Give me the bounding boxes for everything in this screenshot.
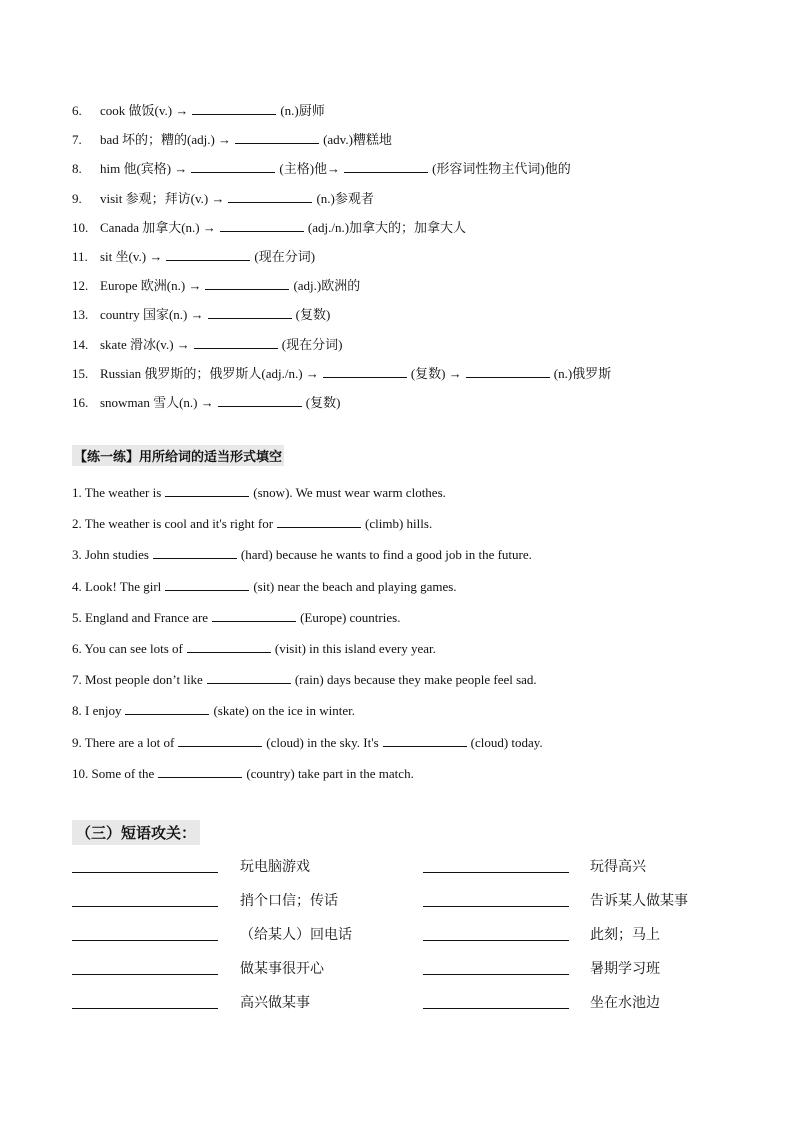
phrase-answer-line[interactable] [423, 974, 569, 975]
exercise-item [72, 484, 446, 502]
answer-blank[interactable] [323, 365, 407, 378]
exercise-text: 4. Look! The girl [72, 578, 162, 594]
phrase-meaning: 做某事很开心 [240, 961, 324, 977]
vocab-prompt: country 国家(n.) → [100, 307, 204, 323]
phrase-meaning: 此刻；马上 [590, 927, 660, 943]
vocab-item [72, 131, 392, 149]
vocab-prompt: cook 做饭(v.) → [100, 103, 189, 118]
vocab-hint: (形容词性物主代词)他的 [432, 161, 571, 177]
vocab-item [72, 248, 315, 266]
exercise-text: (visit) in this island every year. [274, 641, 436, 656]
vocab-prompt: snowman 雪人(n.) → [100, 395, 214, 410]
vocab-hint: (n.)参观者 [316, 190, 374, 206]
answer-blank[interactable] [205, 277, 289, 290]
exercise-text: (snow). We must wear warm clothes. [253, 485, 446, 500]
vocab-hint: (复数) [305, 395, 341, 410]
answer-blank[interactable] [191, 160, 275, 173]
phrase-meaning: （给某人）回电话 [240, 927, 352, 943]
vocab-prompt: bad 坏的；糟的(adj.) → [100, 132, 232, 148]
vocab-item [72, 219, 466, 237]
phrase-answer-line[interactable] [72, 940, 218, 941]
exercise-text: (cloud) today. [470, 734, 543, 750]
item-number: 16. [72, 395, 89, 410]
section-heading-practice: 【练一练】用所给词的适当形式填空 [72, 445, 284, 466]
vocab-hint: (复数) → [410, 365, 462, 381]
phrase-meaning: 玩得高兴 [590, 859, 646, 875]
exercise-item [72, 702, 355, 720]
vocab-item [72, 336, 342, 354]
exercise-text: 10. Some of the [72, 765, 155, 781]
phrase-meaning: 告诉某人做某事 [590, 893, 688, 909]
item-number: 9. [72, 190, 82, 206]
vocab-prompt: Europe 欧洲(n.) → [100, 278, 202, 294]
answer-blank[interactable] [218, 394, 302, 407]
item-number: 10. [72, 219, 89, 235]
answer-blank[interactable] [178, 734, 262, 747]
vocab-prompt: Russian 俄罗斯的；俄罗斯人(adj./n.) → [100, 365, 319, 381]
item-number: 12. [72, 278, 89, 294]
answer-blank[interactable] [207, 671, 291, 684]
vocab-hint: (adj./n.)加拿大的；加拿大人 [307, 219, 467, 235]
vocab-hint: (adj.)欧洲的 [293, 278, 361, 294]
exercise-text: 7. Most people don’t like [72, 672, 203, 688]
answer-blank[interactable] [466, 365, 550, 378]
phrase-answer-line[interactable] [72, 872, 218, 873]
answer-blank[interactable] [165, 578, 249, 591]
vocab-hint: (复数) [295, 307, 331, 323]
answer-blank[interactable] [383, 734, 467, 747]
phrase-answer-line[interactable] [423, 940, 569, 941]
exercise-text: 2. The weather is cool and it's right for [72, 516, 274, 532]
item-number: 15. [72, 365, 89, 381]
exercise-item [72, 578, 457, 596]
exercise-item [72, 734, 543, 752]
exercise-text: (sit) near the beach and playing games. [253, 578, 457, 594]
vocab-item [72, 102, 325, 120]
answer-blank[interactable] [235, 131, 319, 144]
vocab-prompt: Canada 加拿大(n.) → [100, 219, 216, 235]
exercise-text: 8. I enjoy [72, 703, 122, 719]
section-heading-phrases: （三）短语攻关： [72, 820, 200, 845]
phrase-meaning: 高兴做某事 [240, 995, 310, 1011]
vocab-item [72, 190, 374, 208]
vocab-hint: (n.)俄罗斯 [553, 365, 612, 381]
exercise-text: (climb) hills. [365, 516, 433, 532]
vocab-prompt: him 他(宾格) → [100, 161, 188, 177]
item-number: 14. [72, 336, 89, 352]
phrase-answer-line[interactable] [423, 1008, 569, 1009]
exercise-item [72, 640, 436, 658]
answer-blank[interactable] [125, 702, 209, 715]
answer-blank[interactable] [277, 515, 361, 528]
phrase-meaning: 捎个口信；传话 [240, 893, 338, 909]
vocab-item [72, 277, 360, 295]
answer-blank[interactable] [228, 190, 312, 203]
vocab-hint: (现在分词) [281, 336, 343, 352]
vocab-item [72, 394, 340, 412]
exercise-text: (cloud) in the sky. It's [266, 734, 379, 750]
answer-blank[interactable] [165, 484, 249, 497]
phrase-meaning: 坐在水池边 [590, 995, 660, 1011]
exercise-text: 3. John studies [72, 547, 149, 563]
exercise-item [72, 546, 532, 564]
phrase-meaning: 暑期学习班 [590, 961, 660, 977]
phrase-answer-line[interactable] [72, 974, 218, 975]
vocab-hint: (adv.)糟糕地 [323, 132, 392, 148]
exercise-item [72, 609, 400, 627]
answer-blank[interactable] [166, 248, 250, 261]
vocab-item [72, 160, 571, 178]
item-number: 13. [72, 307, 89, 323]
exercise-text: (skate) on the ice in winter. [213, 703, 355, 719]
vocab-prompt: skate 滑冰(v.) → [100, 336, 190, 352]
exercise-item [72, 765, 414, 783]
answer-blank[interactable] [208, 306, 292, 319]
vocab-hint: (现在分词) [254, 249, 316, 264]
answer-blank[interactable] [192, 102, 276, 115]
exercise-item [72, 671, 537, 689]
answer-blank[interactable] [158, 765, 242, 778]
answer-blank[interactable] [187, 640, 271, 653]
answer-blank[interactable] [212, 609, 296, 622]
item-number: 7. [72, 132, 82, 148]
answer-blank[interactable] [153, 546, 237, 559]
answer-blank[interactable] [220, 219, 304, 232]
answer-blank[interactable] [194, 336, 278, 349]
exercise-item [72, 515, 432, 533]
phrase-meaning: 玩电脑游戏 [240, 859, 310, 875]
item-number: 6. [72, 103, 82, 118]
item-number: 8. [72, 161, 82, 177]
exercise-text: 9. There are a lot of [72, 734, 175, 750]
vocab-hint: (n.)厨师 [280, 103, 325, 118]
exercise-text: 1. The weather is [72, 485, 162, 500]
answer-blank[interactable] [344, 160, 428, 173]
phrase-answer-line[interactable] [72, 1008, 218, 1009]
vocab-item [72, 306, 330, 324]
vocab-prompt: visit 参观；拜访(v.) → [100, 190, 225, 206]
phrase-answer-line[interactable] [423, 906, 569, 907]
vocab-item [72, 365, 611, 383]
phrase-answer-line[interactable] [72, 906, 218, 907]
exercise-text: (country) take part in the match. [246, 765, 414, 781]
vocab-prompt: sit 坐(v.) → [100, 249, 163, 264]
item-number: 11. [72, 249, 88, 264]
exercise-text: (hard) because he wants to find a good job in the future. [240, 547, 532, 563]
vocab-hint: (主格)他→ [279, 161, 341, 177]
exercise-text: 5. England and France are [72, 609, 209, 625]
phrase-answer-line[interactable] [423, 872, 569, 873]
exercise-text: 6. You can see lots of [72, 641, 183, 656]
exercise-text: (Europe) countries. [300, 609, 401, 625]
exercise-text: (rain) days because they make people feel sad. [294, 672, 537, 688]
